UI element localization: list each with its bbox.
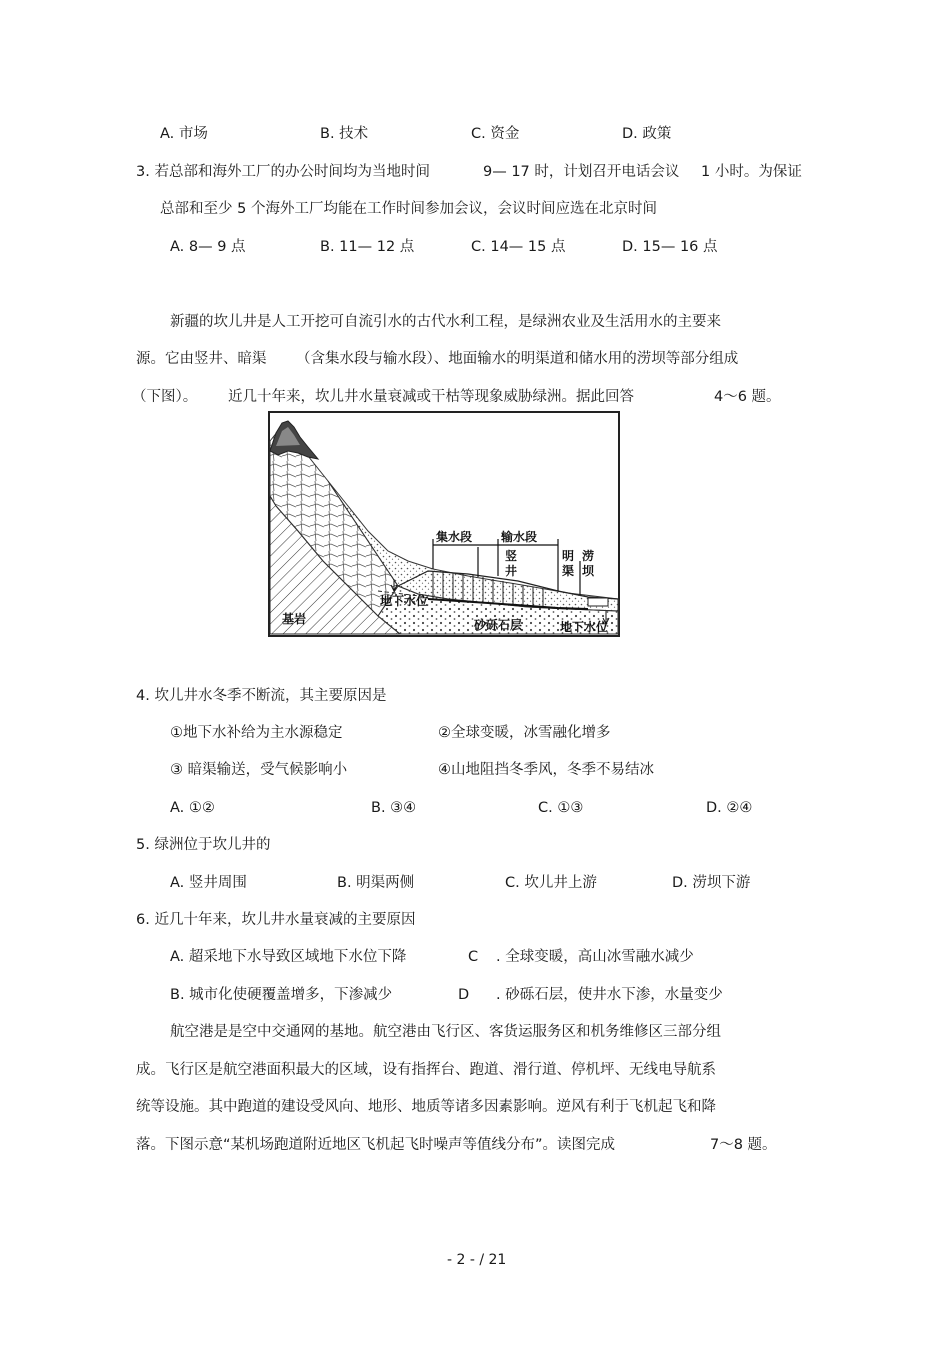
q5-option-a: A. 竖井周围	[170, 875, 247, 891]
q6-stem: 6. 近几十年来，坎儿井水量衰减的主要原因	[136, 912, 416, 928]
q5-option-d: D. 涝坝下游	[672, 875, 751, 891]
label-shaft-1: 竖	[505, 549, 518, 563]
passage2-line4-part1: 落。下图示意“某机场跑道附近地区飞机起飞时噪声等值线分布”。读图完成	[136, 1137, 616, 1153]
label-gravel: 砂砾石层	[474, 618, 523, 632]
label-canal-1: 明	[562, 549, 575, 563]
q4-statement-2: ②全球变暖，冰雪融化增多	[438, 725, 611, 741]
q5-option-b: B. 明渠两侧	[337, 875, 415, 891]
q3-stem-part1: 3. 若总部和海外工厂的办公时间均为当地时间	[136, 164, 430, 180]
q4-option-b: B. ③④	[371, 800, 417, 816]
karez-diagram	[268, 411, 620, 637]
q5-stem: 5. 绿洲位于坎儿井的	[136, 837, 271, 853]
passage1-line2-part1: 源。它由竖井、暗渠	[136, 351, 267, 367]
q4-stem: 4. 坎儿井水冬季不断流，其主要原因是	[136, 688, 387, 704]
q4-option-a: A. ①②	[170, 800, 215, 816]
passage2-line2: 成。飞行区是航空港面积最大的区域，设有指挥台、跑道、滑行道、停机坪、无线电导航系	[136, 1062, 716, 1078]
q4-option-d: D. ②④	[706, 800, 753, 816]
q3-stem-part3: 1 小时。为保证	[701, 164, 802, 180]
q3-option-c: C. 14— 15 点	[471, 239, 566, 255]
q2-option-c: C. 资金	[471, 126, 520, 142]
q4-statement-3: ③ 暗渠输送，受气候影响小	[170, 762, 348, 778]
label-dam-1: 涝	[582, 549, 595, 563]
passage2-line4-part2: 7～8 题。	[710, 1137, 777, 1153]
label-water-table-left: 地下水位	[380, 594, 429, 608]
q6-option-d: . 砂砾石层，使井水下渗，水量变少	[496, 987, 723, 1003]
q6-option-c: . 全球变暖，高山冰雪融水减少	[496, 949, 694, 965]
label-collect-section: 集水段	[436, 530, 473, 544]
q6-option-a: A. 超采地下水导致区域地下水位下降	[170, 949, 407, 965]
q2-option-b: B. 技术	[320, 126, 369, 142]
q6-option-b: B. 城市化使硬覆盖增多，下渗减少	[170, 987, 393, 1003]
q4-statement-4: ④山地阻挡冬季风，冬季不易结冰	[438, 762, 654, 778]
q2-option-a: A. 市场	[160, 126, 208, 142]
q3-option-b: B. 11— 12 点	[320, 239, 415, 255]
passage1-line2-part2: （含集水段与输水段）、地面输水的明渠道和储水用的涝坝等部分组成	[296, 351, 739, 367]
q6-option-d-letter: D	[458, 987, 470, 1003]
q6-option-c-letter: C	[468, 949, 479, 965]
q2-option-d: D. 政策	[622, 126, 672, 142]
q5-option-c: C. 坎儿井上游	[505, 875, 597, 891]
label-bedrock: 基岩	[282, 612, 307, 626]
q4-option-c: C. ①③	[538, 800, 584, 816]
label-water-table-right: 地下水位	[560, 620, 609, 634]
label-canal-2: 渠	[562, 564, 575, 578]
label-dam-2: 坝	[582, 564, 595, 578]
passage1-line1: 新疆的坎儿井是人工开挖可自流引水的古代水利工程，是绿洲农业及生活用水的主要来	[170, 314, 721, 330]
q3-option-a: A. 8— 9 点	[170, 239, 246, 255]
dam-shape	[588, 598, 608, 606]
passage1-line3-part3: 4～6 题。	[714, 389, 781, 405]
q3-stem-line2: 总部和至少 5 个海外工厂均能在工作时间参加会议，会议时间应选在北京时间	[160, 201, 657, 217]
passage2-line1: 航空港是是空中交通网的基地。航空港由飞行区、客货运服务区和机务维修区三部分组	[170, 1024, 721, 1040]
page-number: - 2 - / 21	[447, 1252, 507, 1268]
passage1-line3-part1: （下图）。	[132, 389, 198, 405]
passage1-line3-part2: 近几十年来，坎儿井水量衰减或干枯等现象威胁绿洲。据此回答	[228, 389, 634, 405]
q3-option-d: D. 15— 16 点	[622, 239, 718, 255]
label-transport-section: 输水段	[501, 530, 538, 544]
label-shaft-2: 井	[505, 564, 518, 578]
q4-statement-1: ①地下水补给为主水源稳定	[170, 725, 343, 741]
q3-stem-part2: 9— 17 时，计划召开电话会议	[483, 164, 680, 180]
passage2-line3: 统等设施。其中跑道的建设受风向、地形、地质等诸多因素影响。逆风有利于飞机起飞和降	[136, 1099, 716, 1115]
